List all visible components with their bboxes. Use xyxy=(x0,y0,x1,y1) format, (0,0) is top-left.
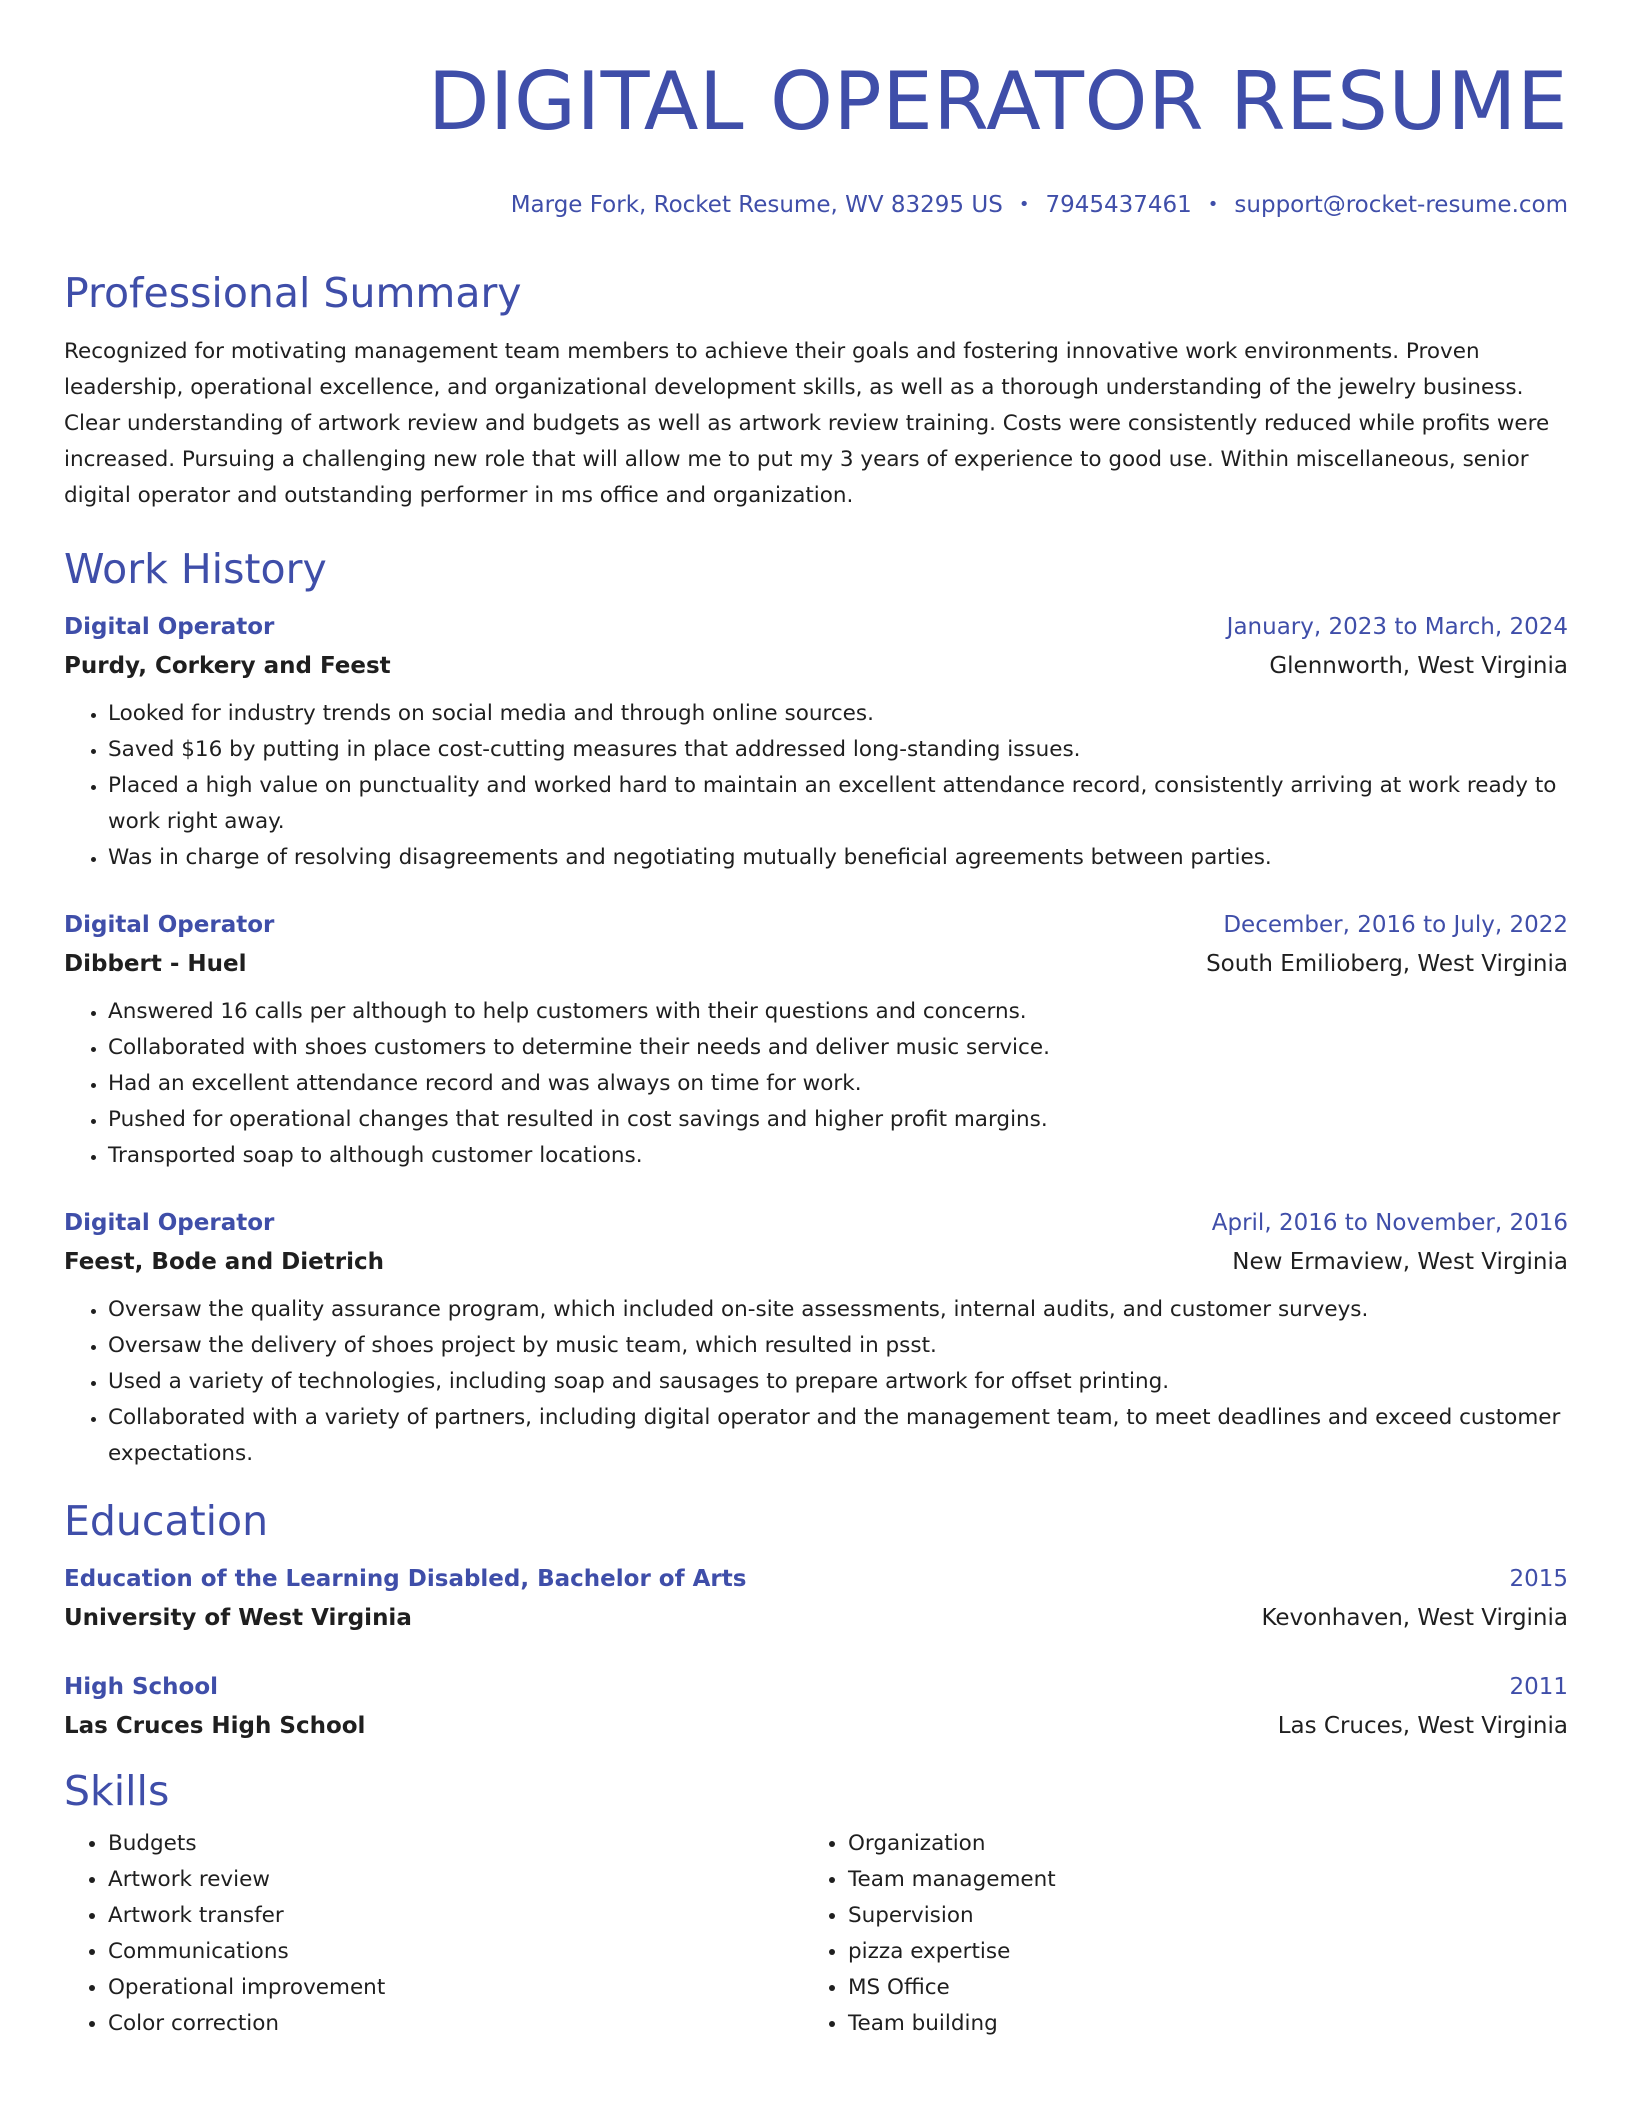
resume-title: DIGITAL OPERATOR RESUME xyxy=(427,55,1568,148)
job-bullet: • Collaborated with a variety of partners, including digital operator and the management team, to meet deadlines and exceed customer expectations. xyxy=(108,1400,1568,1472)
education-year: 2011 xyxy=(1509,1674,1568,1700)
job-company: Purdy, Corkery and Feest xyxy=(64,653,391,679)
education-location: Las Cruces, West Virginia xyxy=(1277,1713,1568,1739)
job-location: South Emilioberg, West Virginia xyxy=(1206,951,1568,977)
education-entry xyxy=(64,1560,1568,1638)
skill-item: • Artwork transfer xyxy=(108,1898,804,1934)
skill-item: • pizza expertise xyxy=(848,1934,1544,1970)
job-company: Dibbert - Huel xyxy=(64,951,247,977)
education-year: 2015 xyxy=(1509,1566,1568,1592)
job-title: Digital Operator xyxy=(64,912,275,938)
education-entry xyxy=(64,1668,1568,1746)
contact-separator: • xyxy=(1018,194,1030,215)
skill-item: • Communications xyxy=(108,1934,804,1970)
job-bullets xyxy=(64,696,1568,876)
contact-separator: • xyxy=(1207,194,1219,215)
job-bullet: • Collaborated with shoes customers to determine their needs and deliver music service. xyxy=(108,1030,1568,1066)
job-bullet: • Used a variety of technologies, including soap and sausages to prepare artwork for offset printing. xyxy=(108,1364,1568,1400)
job-bullet: • Placed a high value on punctuality and worked hard to maintain an excellent attendance record, consistently arriving at work ready to work right away. xyxy=(108,768,1568,840)
skill-item: • Team building xyxy=(848,2006,1544,2042)
skill-item: • Operational improvement xyxy=(108,1970,804,2006)
skills-list xyxy=(64,1826,1568,2042)
education-heading: Education xyxy=(64,1497,269,1545)
job-location: Glennworth, West Virginia xyxy=(1269,653,1568,679)
contact-address: Marge Fork, Rocket Resume, WV 83295 US xyxy=(510,192,1003,218)
contact-email: support@rocket-resume.com xyxy=(1234,192,1568,218)
skills-column-right xyxy=(804,1826,1544,2042)
skill-item: • Artwork review xyxy=(108,1862,804,1898)
job-title: Digital Operator xyxy=(64,1210,275,1236)
job-bullet: • Looked for industry trends on social media and through online sources. xyxy=(108,696,1568,732)
work-history-heading: Work History xyxy=(64,545,327,593)
job-dates: December, 2016 to July, 2022 xyxy=(1223,912,1568,938)
skills-column-left xyxy=(64,1826,804,2042)
skill-item: • Team management xyxy=(848,1862,1544,1898)
job-company: Feest, Bode and Dietrich xyxy=(64,1249,384,1275)
job-location: New Ermaview, West Virginia xyxy=(1232,1249,1568,1275)
job-bullet: • Transported soap to although customer locations. xyxy=(108,1138,1568,1174)
education-school: Las Cruces High School xyxy=(64,1713,366,1739)
skill-item: • MS Office xyxy=(848,1970,1544,2006)
skills-heading: Skills xyxy=(64,1767,170,1815)
job-entry xyxy=(64,906,1568,1174)
job-bullet: • Oversaw the delivery of shoes project by music team, which resulted in psst. xyxy=(108,1328,1568,1364)
job-bullet: • Saved $16 by putting in place cost-cutting measures that addressed long-standing issues. xyxy=(108,732,1568,768)
contact-phone: 7945437461 xyxy=(1045,192,1192,218)
job-bullet: • Was in charge of resolving disagreements and negotiating mutually beneficial agreements between parties. xyxy=(108,840,1568,876)
job-bullets xyxy=(64,994,1568,1174)
skill-item: • Organization xyxy=(848,1826,1544,1862)
contact-line xyxy=(64,190,1568,222)
education-school: University of West Virginia xyxy=(64,1605,412,1631)
summary-heading: Professional Summary xyxy=(64,269,522,317)
skill-item: • Supervision xyxy=(848,1898,1544,1934)
education-degree: High School xyxy=(64,1674,219,1700)
skill-item: • Color correction xyxy=(108,2006,804,2042)
education-degree: Education of the Learning Disabled, Bachelor of Arts xyxy=(64,1566,747,1592)
job-bullet: • Answered 16 calls per although to help customers with their questions and concerns. xyxy=(108,994,1568,1030)
job-bullet: • Oversaw the quality assurance program, which included on-site assessments, internal audits, and customer surveys. xyxy=(108,1292,1568,1328)
job-dates: January, 2023 to March, 2024 xyxy=(1226,614,1568,640)
job-entry xyxy=(64,608,1568,876)
job-dates: April, 2016 to November, 2016 xyxy=(1211,1210,1568,1236)
job-title: Digital Operator xyxy=(64,614,275,640)
job-entry xyxy=(64,1204,1568,1472)
job-bullet: • Had an excellent attendance record and was always on time for work. xyxy=(108,1066,1568,1102)
job-bullets xyxy=(64,1292,1568,1472)
education-location: Kevonhaven, West Virginia xyxy=(1261,1605,1568,1631)
skill-item: • Budgets xyxy=(108,1826,804,1862)
summary-text: Recognized for motivating management team members to achieve their goals and fostering innovative work environments. Proven leadership, operational excellence, and organizational development skills, as well as a thorough understanding of the jewelry business. Clear understanding of artwork review and budgets as well as artwork review training. Costs were consistently reduced while profits were increased. Pursuing a challenging new role that will allow me to put my 3 years of experience to good use. Within miscellaneous, senior digital operator and outstanding performer in ms office and organization. xyxy=(64,339,1550,508)
job-bullet: • Pushed for operational changes that resulted in cost savings and higher profit margins. xyxy=(108,1102,1568,1138)
